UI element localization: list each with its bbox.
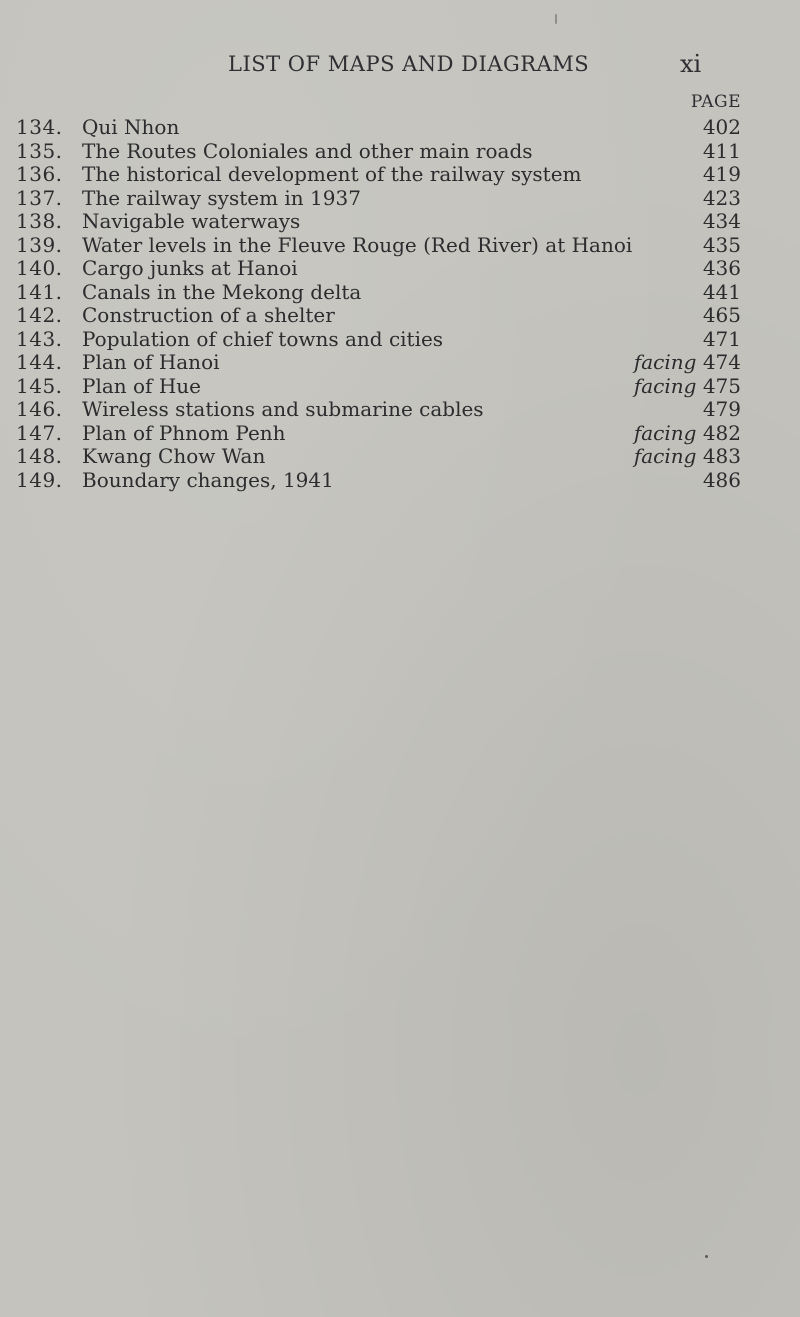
list-entry-145 [0,375,800,399]
entry-page-ref [703,234,741,258]
entry-title: The Routes Coloniales and other main roads [82,138,533,163]
entry-page-number: 411 [702,138,741,163]
paper-speck [555,14,557,24]
entry-page-ref [703,187,741,211]
facing-label: facing [633,373,697,398]
entry-number: 145. [16,373,63,398]
list-entry-137 [0,187,800,211]
entry-page-number: 483 [702,444,741,468]
entry-page-number: 471 [702,326,741,351]
entry-number: 138. [16,209,63,233]
entry-page-ref [703,257,741,281]
entry-page-ref [703,469,741,493]
list-entry-138 [0,210,800,234]
entry-title: Kwang Chow Wan [82,444,266,468]
entry-page-ref [703,398,741,422]
running-title: LIST OF MAPS AND DIAGRAMS [228,52,590,76]
entry-number: 139. [16,232,63,257]
entry-title: Water levels in the Fleuve Rouge (Red River) at Hanoi [82,232,633,257]
list-entry-136 [0,163,800,187]
entry-title: Population of chief towns and cities [82,326,444,351]
entry-page-ref [703,281,741,305]
entry-page-number: 434 [702,209,741,233]
entry-number: 143. [16,326,63,351]
entry-page-number: 479 [702,397,741,421]
entry-number: 137. [16,185,63,210]
entry-page-number: 436 [702,256,741,280]
entry-title: The historical development of the railway system [82,162,582,186]
entry-title: Plan of Hue [82,373,201,398]
entry-page-ref [703,304,741,328]
entry-page-ref [703,140,741,164]
list-entry-134 [0,116,800,140]
entry-number: 135. [16,138,63,163]
list-entry-144 [0,351,800,375]
entry-page-number: 486 [702,467,741,492]
entry-page-number: 482 [702,420,741,445]
entry-title: Plan of Phnom Penh [82,420,286,445]
entry-title: Qui Nhon [82,115,180,139]
entry-number: 141. [16,279,63,304]
list-entry-135 [0,140,800,164]
page-folio: xi [680,50,702,78]
entry-number: 149. [16,467,63,492]
list-entry-139 [0,234,800,258]
maps-list [0,116,800,492]
page-column-label: PAGE [690,92,741,112]
entry-page-number: 475 [702,373,741,398]
entry-title: Navigable waterways [82,209,301,233]
entry-number: 136. [16,162,63,186]
entry-page-number: 419 [702,162,741,186]
facing-label: facing [633,444,697,468]
entry-page-ref [634,445,741,469]
entry-number: 134. [16,115,63,139]
entry-number: 148. [16,444,63,468]
entry-number: 147. [16,420,63,445]
entry-page-ref [634,351,741,375]
facing-label: facing [633,420,697,445]
entry-page-ref [634,375,741,399]
entry-page-number: 435 [702,232,741,257]
list-entry-149 [0,469,800,493]
list-entry-143 [0,328,800,352]
list-entry-142 [0,304,800,328]
entry-page-number: 441 [702,279,741,304]
entry-title: Boundary changes, 1941 [82,467,334,492]
entry-page-ref [703,163,741,187]
entry-title: Construction of a shelter [82,303,335,327]
entry-number: 142. [16,303,63,327]
entry-title: Cargo junks at Hanoi [82,256,298,280]
list-entry-147 [0,422,800,446]
entry-title: The railway system in 1937 [82,185,361,210]
entry-page-ref [703,116,741,140]
entry-page-ref [703,210,741,234]
list-entry-146 [0,398,800,422]
list-entry-140 [0,257,800,281]
entry-page-number: 423 [702,185,741,210]
paper-speck [705,1255,708,1258]
entry-page-number: 474 [702,350,741,374]
entry-number: 140. [16,256,63,280]
list-entry-141 [0,281,800,305]
entry-page-number: 402 [702,115,741,139]
entry-page-ref [703,328,741,352]
entry-title: Canals in the Mekong delta [82,279,362,304]
entry-title: Plan of Hanoi [82,350,220,374]
list-entry-148 [0,445,800,469]
facing-label: facing [633,350,697,374]
entry-number: 146. [16,397,63,421]
entry-number: 144. [16,350,63,374]
entry-page-number: 465 [702,303,741,327]
entry-page-ref [634,422,741,446]
entry-title: Wireless stations and submarine cables [82,397,484,421]
